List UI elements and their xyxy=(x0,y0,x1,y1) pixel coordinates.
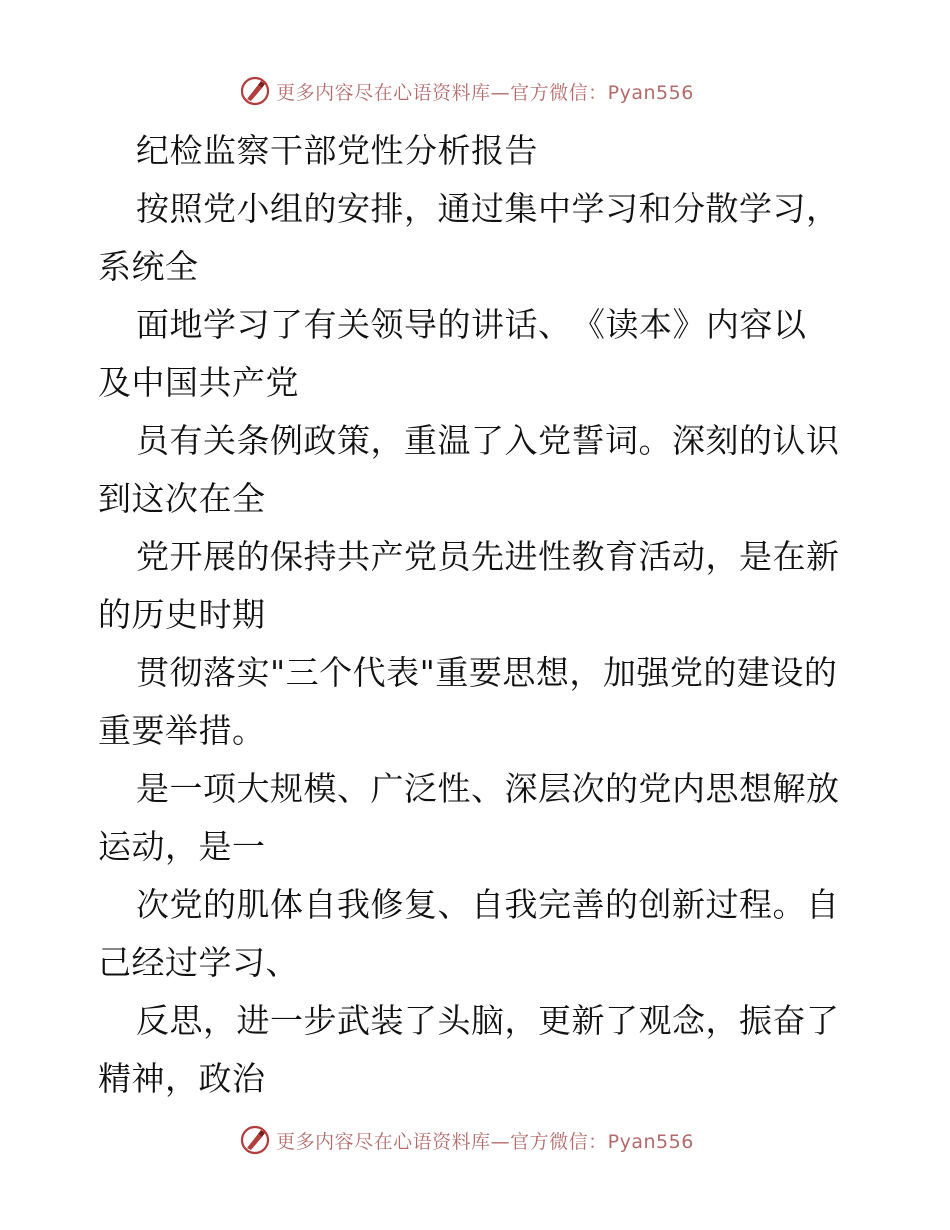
footer-banner-text: 更多内容尽在心语资料库—官方微信：Pyan556 xyxy=(276,1130,694,1153)
text-line: 到这次在全 xyxy=(98,479,266,518)
document-body xyxy=(98,122,858,1108)
header-banner xyxy=(0,71,950,111)
text-line: 运动，是一 xyxy=(98,827,266,866)
header-banner-text: 更多内容尽在心语资料库—官方微信：Pyan556 xyxy=(276,81,694,104)
text-line: 己经过学习、 xyxy=(98,943,299,982)
text-line: 次党的肌体自我修复、自我完善的创新过程。自 xyxy=(136,885,840,924)
text-line: 面地学习了有关领导的讲话、 《读本》内容以 xyxy=(136,305,807,344)
text-line: 及中国共产党 xyxy=(98,363,299,402)
text-line: 是一项大规模、广泛性、深层次的党内思想解放 xyxy=(136,769,840,808)
text-line: 系统全 xyxy=(98,247,199,286)
text-line: 贯彻落实"三个代表"重要思想，加强党的建设的 xyxy=(136,653,838,692)
text-line: 精神，政治 xyxy=(98,1059,266,1098)
text-line: 重要举措。 xyxy=(98,711,266,750)
text-line: 按照党小组的安排，通过集中学习和分散学习， xyxy=(136,189,840,228)
text-line: 反思，进一步武装了头脑，更新了观念，振奋了 xyxy=(136,1001,840,1040)
document-title: 纪检监察干部党性分析报告 xyxy=(136,131,538,170)
footer-banner xyxy=(0,1120,950,1160)
pen-nib-logo-icon xyxy=(240,1125,270,1155)
text-line: 党开展的保持共产党员先进性教育活动，是在新 xyxy=(136,537,840,576)
pen-nib-logo-icon xyxy=(240,76,270,106)
text-line: 的历史时期 xyxy=(98,595,266,634)
text-line: 员有关条例政策，重温了入党誓词。深刻的认识 xyxy=(136,421,840,460)
